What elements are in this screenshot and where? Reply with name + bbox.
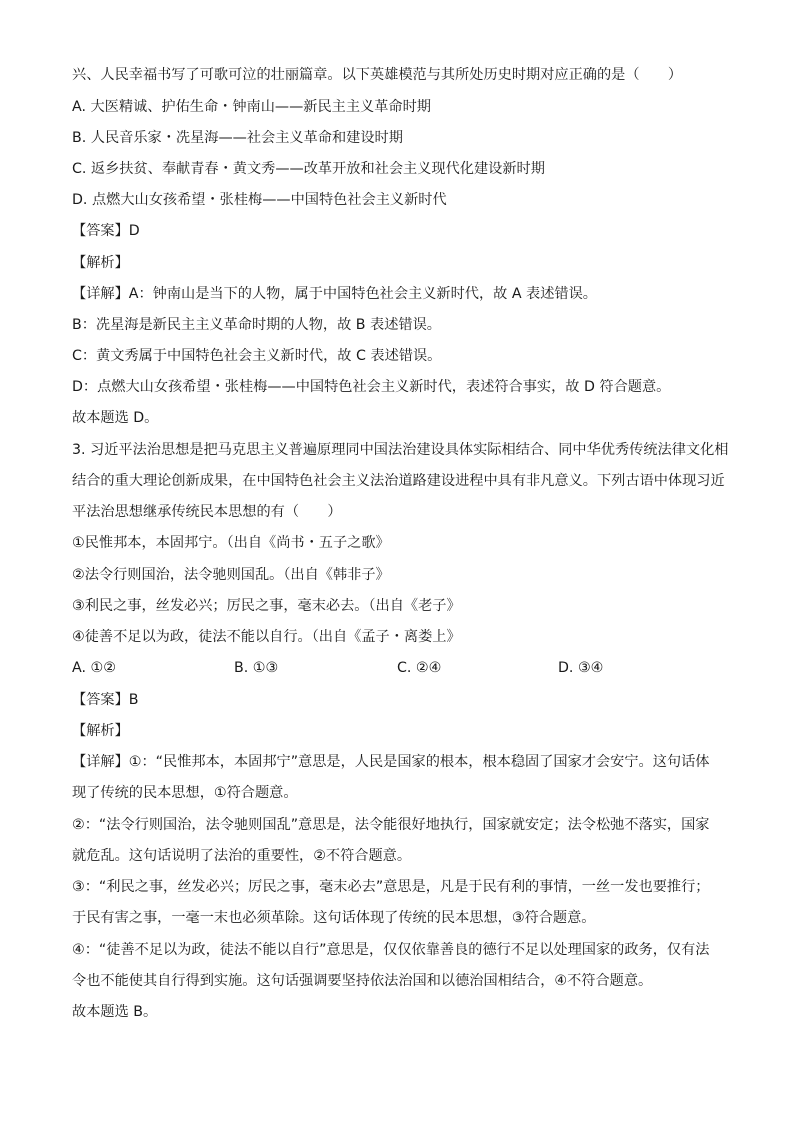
q3-detail-line: 就危乱。这句话说明了法治的重要性，②不符合题意。 [72,848,412,864]
q2-option-c: C. 返乡扶贫、奉献青春・黄文秀——改革开放和社会主义现代化建设新时期 [72,161,545,177]
q2-option-b: B. 人民音乐家・冼星海——社会主义革命和建设时期 [72,130,403,146]
q3-detail-line: ④：“徒善不足以为政，徒法不能以自行”意思是，仅仅依靠善良的德行不足以处理国家的政务，仅有法 [72,942,710,958]
q3-stem-line: 结合的重大理论创新成果，在中国特色社会主义法治道路建设进程中具有非凡意义。下列古语中体现习近 [72,473,725,489]
q3-detail-line: 故本题选 B。 [72,1004,158,1020]
q2-analysis-label: 【解析】 [72,255,129,271]
q2-detail-line: 【详解】A：钟南山是当下的人物，属于中国特色社会主义新时代，故 A 表述错误。 [72,286,597,302]
q2-detail-line: 故本题选 D。 [72,410,159,426]
q3-quote-1: ①民惟邦本，本固邦宁。（出自《尚书・五子之歌》 [72,535,390,551]
q3-detail-line: 令也不能使其自行得到实施。这句话强调要坚持依法治国和以德治国相结合，④不符合题意。 [72,973,653,989]
q3-detail-line: 【详解】①：“民惟邦本，本固邦宁”意思是，人民是国家的根本，根本稳固了国家才会安宁。这句话体 [72,754,710,770]
q2-detail-line: D：点燃大山女孩希望・张桂梅——中国特色社会主义新时代，表述符合事实，故 D 符合题意。 [72,379,671,395]
q2-detail-line: C：黄文秀属于中国特色社会主义新时代，故 C 表述错误。 [72,348,442,364]
q3-detail-line: 现了传统的民本思想，①符合题意。 [72,785,298,801]
q3-quote-3: ③利民之事，丝发必兴；厉民之事，毫末必去。（出自《老子》 [72,598,461,614]
q3-answer: 【答案】B [72,692,139,708]
q2-option-d: D. 点燃大山女孩希望・张桂梅——中国特色社会主义新时代 [72,192,447,208]
q3-stem-line: 3. 习近平法治思想是把马克思主义普遍原理同中国法治建设具体实际相结合、同中华优秀传统法律文化相 [72,442,729,458]
q3-option-c: C. ②④ [397,660,442,676]
q3-detail-line: ②：“法令行则国治，法令驰则国乱”意思是，法令能很好地执行，国家就安定；法令松弛不落实，国家 [72,817,710,833]
q2-answer: 【答案】D [72,223,140,239]
q3-detail-line: 于民有害之事，一毫一末也必须革除。这句话体现了传统的民本思想，③符合题意。 [72,910,596,926]
q3-detail-line: ③：“利民之事，丝发必兴；厉民之事，毫末必去”意思是，凡是于民有利的事情，一丝一发也要推行； [72,879,710,895]
q3-option-d: D. ③④ [558,660,604,676]
q2-option-a: A. 大医精诚、护佑生命・钟南山——新民主主义革命时期 [72,99,431,115]
q3-quote-4: ④徒善不足以为政，徒法不能以自行。（出自《孟子・离娄上》 [72,629,461,645]
q3-quote-2: ②法令行则国治，法令驰则国乱。（出自《韩非子》 [72,567,390,583]
q2-stem: 兴、人民幸福书写了可歌可泣的壮丽篇章。以下英雄模范与其所处历史时期对应正确的是（ ） [72,67,683,83]
q3-option-b: B. ①③ [234,660,279,676]
q2-detail-line: B：冼星海是新民主主义革命时期的人物，故 B 表述错误。 [72,317,441,333]
q3-stem-line: 平法治思想继承传统民本思想的有（ ） [72,504,342,520]
q3-analysis-label: 【解析】 [72,723,129,739]
q3-option-a: A. ①② [72,660,116,676]
